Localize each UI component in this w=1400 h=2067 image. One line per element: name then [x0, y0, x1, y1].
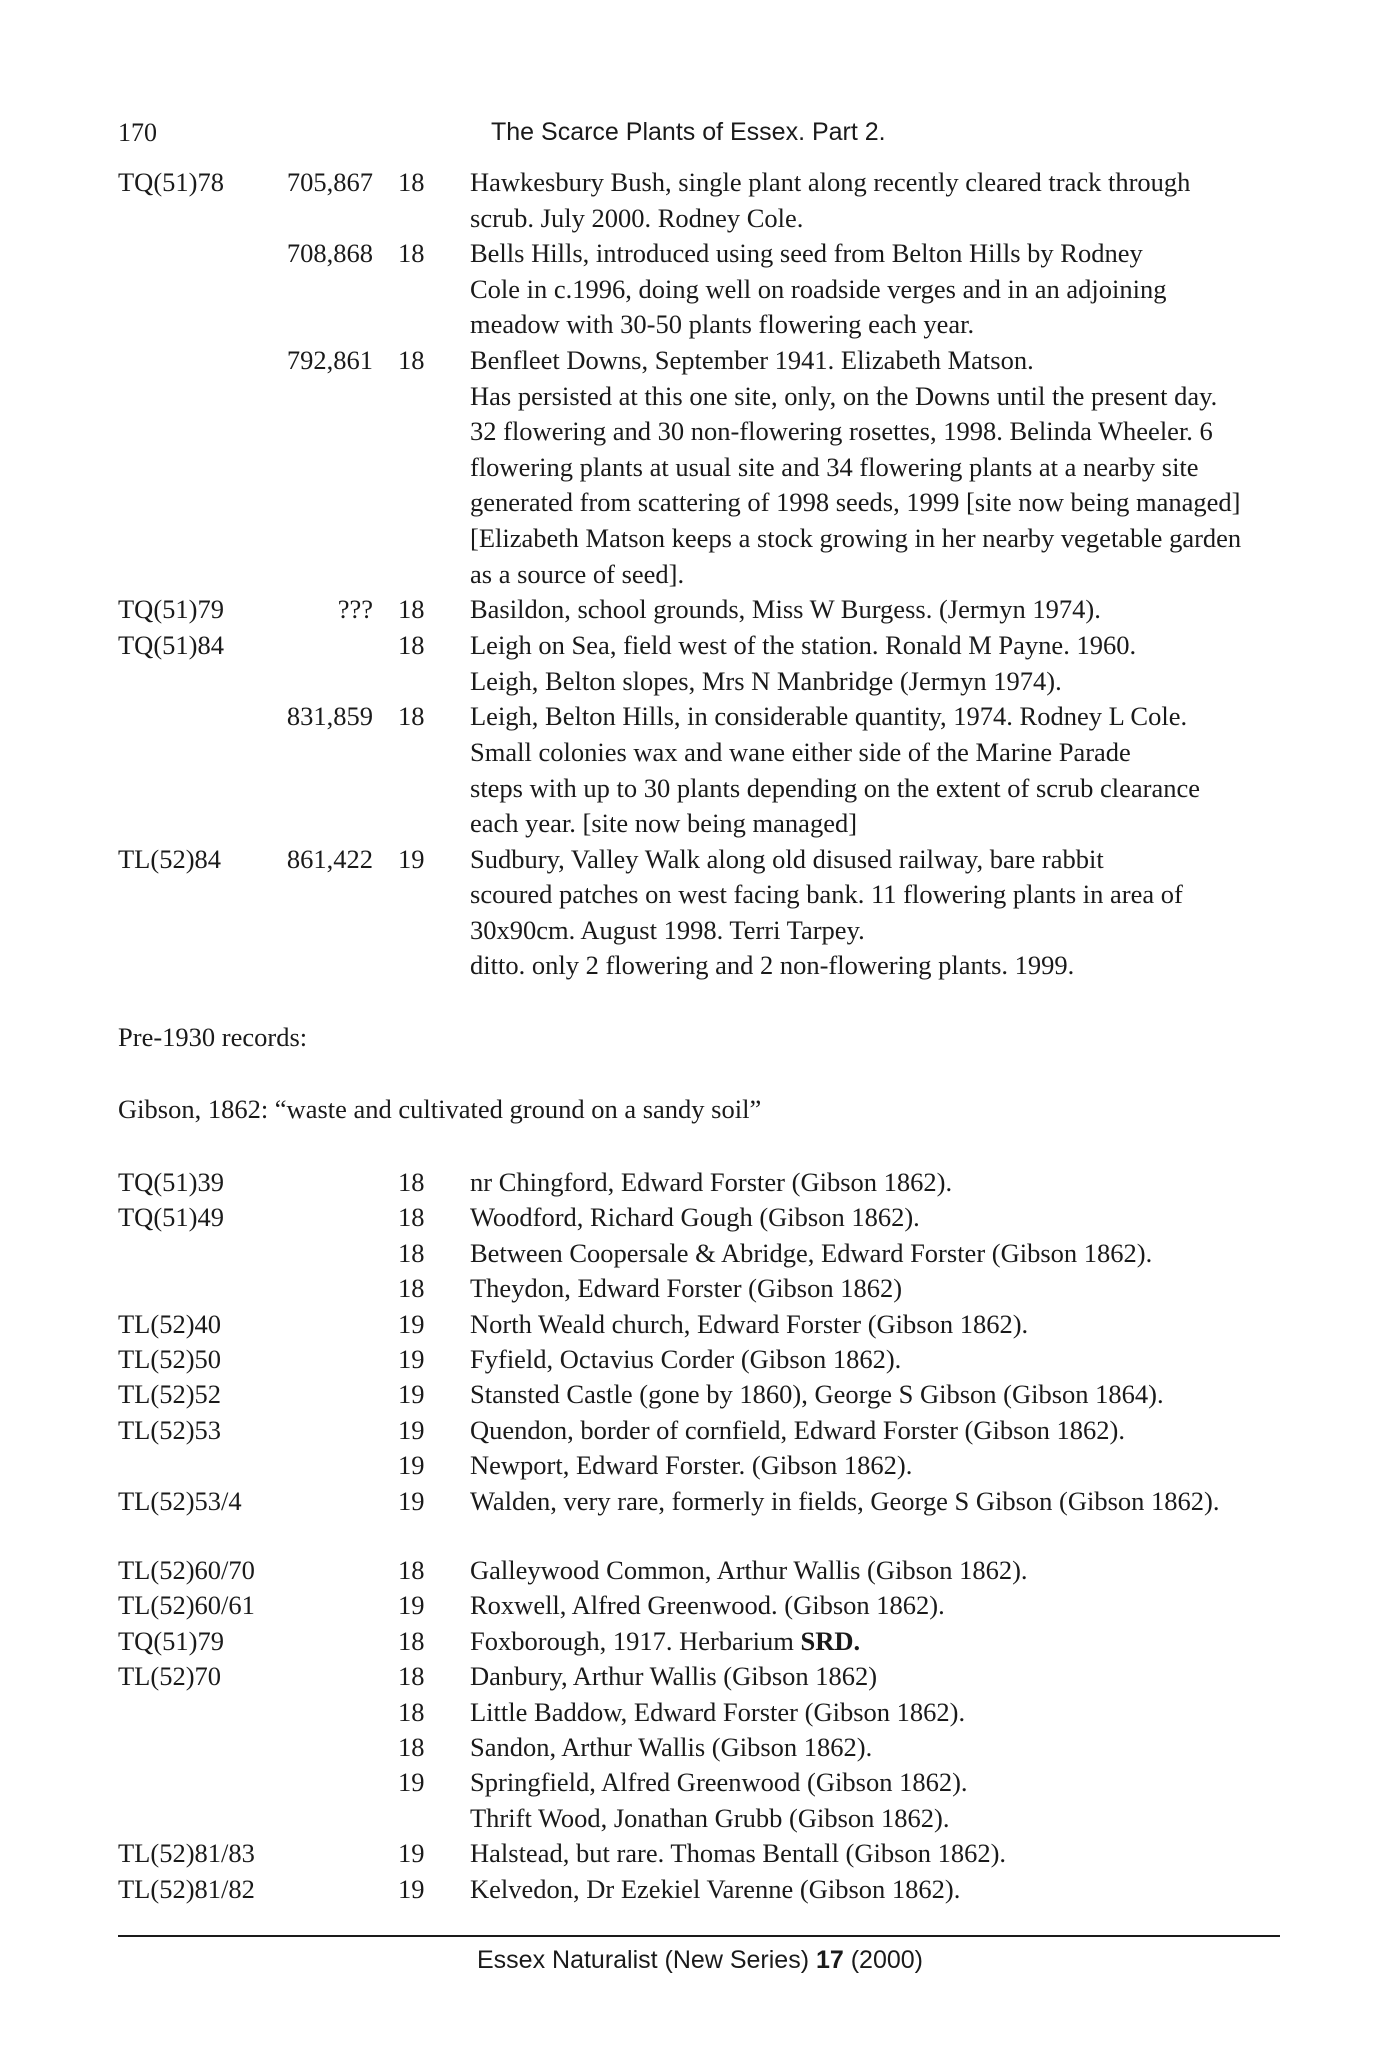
record-line: Small colonies wax and wane either side of the Marine Parade	[470, 736, 1131, 767]
pre1930-list-2	[118, 1553, 1298, 1907]
list-item	[118, 1448, 1298, 1483]
grid-ref: TL(52)52	[118, 1379, 222, 1410]
vice-county: 19	[398, 1343, 425, 1374]
record-row	[118, 699, 1298, 841]
vice-county: 18	[398, 1273, 425, 1304]
grid-ref: TQ(51)49	[118, 1202, 224, 1233]
record-line: Danbury, Arthur Wallis (Gibson 1862)	[470, 1661, 878, 1692]
coordinates: 792,861	[286, 344, 373, 375]
record-line: ditto. only 2 flowering and 2 non-flowering plants. 1999.	[470, 950, 1075, 981]
record-text	[470, 1307, 1400, 1342]
record-text	[470, 236, 1400, 343]
vice-county: 18	[398, 630, 425, 661]
record-line: Benfleet Downs, September 1941. Elizabeth Matson.	[470, 344, 1034, 375]
list-item	[118, 1165, 1298, 1200]
record-line: Kelvedon, Dr Ezekiel Varenne (Gibson 1862).	[470, 1873, 961, 1904]
coordinates: 831,859	[286, 701, 373, 732]
list-item	[118, 1695, 1298, 1730]
vice-county: 19	[398, 1838, 425, 1869]
record-text	[470, 699, 1400, 841]
record-line: Foxborough, 1917. Herbarium	[470, 1625, 801, 1656]
record-text	[470, 1624, 1400, 1659]
record-line: [Elizabeth Matson keeps a stock growing in her nearby vegetable garden	[470, 522, 1242, 553]
record-line: generated from scattering of 1998 seeds, 1999 [site now being managed]	[470, 487, 1241, 518]
record-text	[470, 1872, 1400, 1907]
footer-year: (2000)	[843, 1946, 923, 1974]
grid-ref: TQ(51)78	[118, 167, 224, 197]
vice-county: 19	[398, 1485, 425, 1516]
grid-ref: TL(52)60/70	[118, 1555, 255, 1585]
record-line: Leigh on Sea, field west of the station. Ronald M Payne. 1960.	[470, 630, 1137, 661]
list-item	[118, 1730, 1298, 1765]
record-text	[470, 1377, 1400, 1412]
grid-ref: TL(52)53	[118, 1414, 222, 1445]
grid-ref: TL(52)84	[118, 843, 222, 874]
record-text	[470, 1342, 1400, 1377]
record-line: Springfield, Alfred Greenwood (Gibson 1862).	[470, 1767, 968, 1798]
record-text	[470, 1200, 1400, 1235]
record-line: flowering plants at usual site and 34 flowering plants at a nearby site	[470, 451, 1199, 482]
vice-county: 19	[398, 1767, 425, 1798]
list-item	[118, 1624, 1298, 1659]
vice-county: 18	[398, 167, 425, 197]
record-text	[470, 1448, 1400, 1483]
grid-ref: TL(52)60/61	[118, 1590, 255, 1621]
list-item	[118, 1200, 1298, 1235]
list-item	[118, 1236, 1298, 1271]
list-item	[118, 1588, 1298, 1623]
record-text	[470, 1413, 1400, 1448]
record-line: Halstead, but rare. Thomas Bentall (Gibson 1862).	[470, 1838, 1007, 1869]
record-row	[118, 343, 1298, 592]
record-line: Theydon, Edward Forster (Gibson 1862)	[470, 1273, 903, 1304]
record-row	[118, 628, 1298, 699]
pre1930-list-1	[118, 1165, 1298, 1519]
page-number: 170	[118, 118, 157, 147]
record-line: Walden, very rare, formerly in fields, George S Gibson (Gibson 1862).	[470, 1485, 1220, 1516]
record-line: Basildon, school grounds, Miss W Burgess. (Jermyn 1974).	[470, 594, 1101, 625]
record-row	[118, 165, 1298, 236]
record-text	[470, 343, 1400, 592]
vice-county: 18	[398, 1555, 425, 1585]
coordinates: 705,867	[286, 167, 373, 197]
record-line: Stansted Castle (gone by 1860), George S Gibson (Gibson 1864).	[470, 1379, 1164, 1410]
record-line: Leigh, Belton slopes, Mrs N Manbridge (Jermyn 1974).	[470, 665, 1062, 696]
vice-county: 18	[398, 1731, 425, 1762]
record-text	[470, 1271, 1400, 1306]
record-line: each year. [site now being managed]	[470, 808, 858, 839]
list-item	[118, 1872, 1298, 1907]
record-text	[470, 1659, 1400, 1694]
record-line: Has persisted at this one site, only, on the Downs until the present day.	[470, 380, 1218, 411]
vice-county: 19	[398, 1379, 425, 1410]
vice-county: 18	[398, 1625, 425, 1656]
list-item	[118, 1413, 1298, 1448]
list-item	[118, 1801, 1298, 1836]
grid-ref: TQ(51)84	[118, 630, 224, 661]
record-line: scoured patches on west facing bank. 11 flowering plants in area of	[470, 879, 1183, 910]
vice-county: 18	[398, 594, 425, 625]
list-item	[118, 1342, 1298, 1377]
footer-journal: Essex Naturalist (New Series)	[476, 1946, 816, 1974]
record-text	[470, 628, 1400, 699]
vice-county: 18	[398, 701, 425, 732]
vice-county: 19	[398, 1873, 425, 1904]
record-text	[470, 1836, 1400, 1871]
record-line: 30x90cm. August 1998. Terri Tarpey.	[470, 914, 865, 945]
record-line: Bells Hills, introduced using seed from Belton Hills by Rodney	[470, 238, 1143, 269]
record-text	[470, 1165, 1400, 1200]
record-line: scrub. July 2000. Rodney Cole.	[470, 202, 804, 233]
vice-county: 19	[398, 1308, 425, 1339]
list-item	[118, 1377, 1298, 1412]
record-text	[470, 842, 1400, 984]
record-text	[470, 1553, 1400, 1588]
page-header	[118, 118, 1278, 158]
record-line: 32 flowering and 30 non-flowering rosettes, 1998. Belinda Wheeler. 6	[470, 416, 1213, 447]
record-line: Woodford, Richard Gough (Gibson 1862).	[470, 1202, 920, 1233]
list-item	[118, 1307, 1298, 1342]
vice-county: 19	[398, 1414, 425, 1445]
record-row	[118, 592, 1298, 628]
pre1930-heading: Pre-1930 records:	[118, 1022, 308, 1052]
record-text	[470, 1801, 1400, 1836]
gibson-quote: Gibson, 1862: “waste and cultivated ground on a sandy soil”	[118, 1094, 762, 1124]
grid-ref: TL(52)81/82	[118, 1873, 255, 1904]
vice-county: 18	[398, 238, 425, 269]
record-line: Quendon, border of cornfield, Edward Forster (Gibson 1862).	[470, 1414, 1125, 1445]
record-row	[118, 842, 1298, 984]
list-item	[118, 1659, 1298, 1694]
record-line: Sandon, Arthur Wallis (Gibson 1862).	[470, 1731, 873, 1762]
record-line: Leigh, Belton Hills, in considerable quantity, 1974. Rodney L Cole.	[470, 701, 1188, 732]
record-row	[118, 236, 1298, 343]
vice-county: 18	[398, 1696, 425, 1727]
grid-ref: TL(52)40	[118, 1308, 222, 1339]
list-item	[118, 1836, 1298, 1871]
record-text	[470, 165, 1400, 236]
grid-ref: TL(52)70	[118, 1661, 222, 1692]
coordinates: 861,422	[286, 843, 373, 874]
record-line: Cole in c.1996, doing well on roadside verges and in an adjoining	[470, 273, 1167, 304]
record-text	[470, 1765, 1400, 1800]
record-line: Fyfield, Octavius Corder (Gibson 1862).	[470, 1343, 902, 1374]
record-line: Little Baddow, Edward Forster (Gibson 1862).	[470, 1696, 966, 1727]
coordinates: 708,868	[286, 238, 373, 269]
record-line: Sudbury, Valley Walk along old disused railway, bare rabbit	[470, 843, 1104, 874]
record-line: nr Chingford, Edward Forster (Gibson 1862).	[470, 1167, 953, 1197]
grid-ref: TL(52)50	[118, 1343, 222, 1374]
record-line: Between Coopersale & Abridge, Edward Forster (Gibson 1862).	[470, 1237, 1153, 1268]
herbarium-code: SRD.	[800, 1625, 861, 1656]
list-item	[118, 1484, 1298, 1519]
vice-county: 18	[398, 1237, 425, 1268]
record-line: North Weald church, Edward Forster (Gibson 1862).	[470, 1308, 1029, 1339]
record-line: as a source of seed].	[470, 558, 685, 589]
list-item	[118, 1553, 1298, 1588]
list-item	[118, 1765, 1298, 1800]
record-line: steps with up to 30 plants depending on the extent of scrub clearance	[470, 772, 1201, 803]
record-line: Thrift Wood, Jonathan Grubb (Gibson 1862).	[470, 1802, 950, 1833]
record-line: Newport, Edward Forster. (Gibson 1862).	[470, 1450, 913, 1481]
vice-county: 18	[398, 1167, 425, 1197]
record-line: Galleywood Common, Arthur Wallis (Gibson 1862).	[470, 1555, 1028, 1585]
vice-county: 18	[398, 1661, 425, 1692]
record-text	[470, 1588, 1400, 1623]
grid-ref: TL(52)81/83	[118, 1838, 255, 1869]
records-table	[118, 165, 1298, 984]
running-title: The Scarce Plants of Essex. Part 2.	[491, 118, 886, 146]
vice-county: 18	[398, 344, 425, 375]
coordinates: ???	[337, 594, 373, 625]
grid-ref: TQ(51)79	[118, 594, 224, 625]
footer-rule	[118, 1935, 1280, 1937]
list-item	[118, 1271, 1298, 1306]
grid-ref: TQ(51)39	[118, 1167, 224, 1197]
record-text	[470, 1730, 1400, 1765]
footer-volume: 17	[815, 1946, 844, 1974]
vice-county: 19	[398, 1450, 425, 1481]
record-text	[470, 1236, 1400, 1271]
page-footer	[0, 1946, 1400, 1975]
record-text	[470, 592, 1400, 628]
record-text	[470, 1484, 1400, 1519]
vice-county: 19	[398, 1590, 425, 1621]
record-line: meadow with 30-50 plants flowering each year.	[470, 309, 975, 340]
record-line: Hawkesbury Bush, single plant along recently cleared track through	[470, 167, 1191, 197]
record-line: Roxwell, Alfred Greenwood. (Gibson 1862).	[470, 1590, 945, 1621]
vice-county: 19	[398, 843, 425, 874]
grid-ref: TQ(51)79	[118, 1625, 224, 1656]
record-text	[470, 1695, 1400, 1730]
vice-county: 18	[398, 1202, 425, 1233]
grid-ref: TL(52)53/4	[118, 1485, 242, 1516]
